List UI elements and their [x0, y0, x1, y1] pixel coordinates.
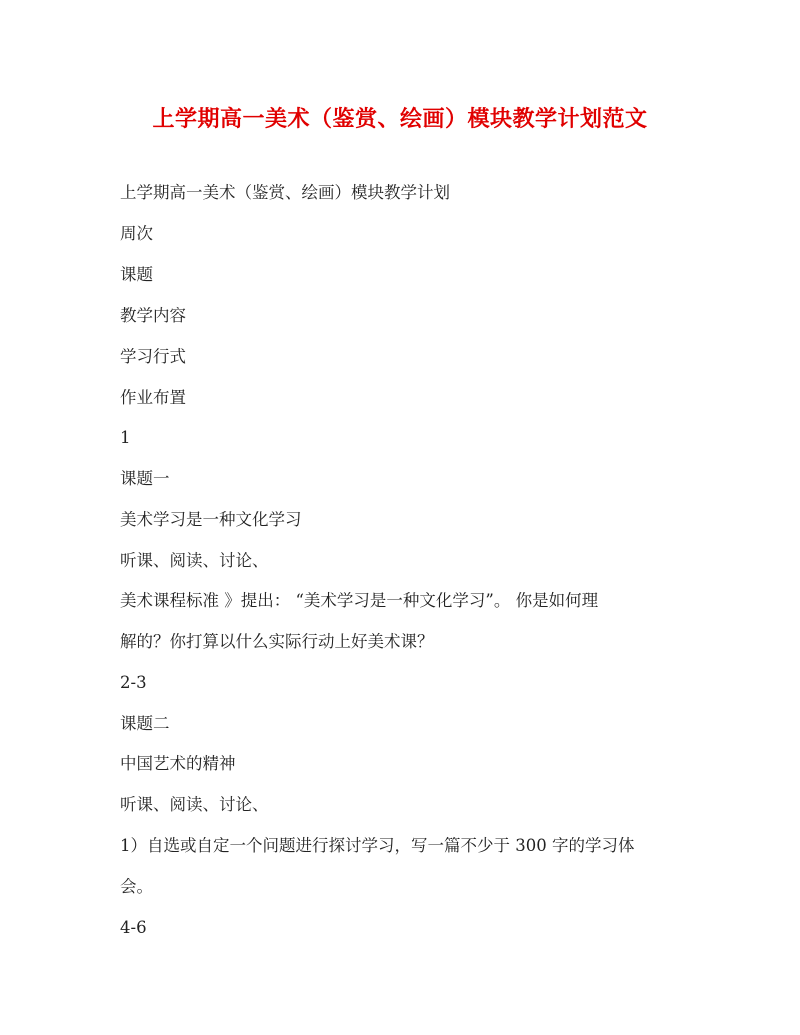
topic-label: 课题一 [120, 469, 170, 488]
column-content: 教学内容 [120, 306, 186, 325]
assignment-text-line: 会。 [120, 877, 153, 896]
document-title: 上学期高一美术（鉴赏、绘画）模块教学计划范文 [152, 106, 648, 132]
content-text: 美术学习是一种文化学习 [120, 510, 302, 529]
content-text: 中国艺术的精神 [120, 754, 236, 773]
learning-format-text: 听课、阅读、讨论、 [120, 551, 269, 570]
week-number: 2-3 [120, 673, 147, 692]
assignment-text-line: 解的？你打算以什么实际行动上好美术课？ [120, 632, 434, 651]
column-learning-format: 学习行式 [120, 347, 186, 366]
week-number: 4-6 [120, 918, 147, 937]
column-topic: 课题 [120, 265, 153, 284]
learning-format-text: 听课、阅读、讨论、 [120, 795, 269, 814]
column-assignment: 作业布置 [120, 388, 186, 407]
assignment-text-line: 美术课程标准 》提出： “美术学习是一种文化学习”。 你是如何理 [120, 591, 599, 610]
column-week: 周次 [120, 224, 153, 243]
topic-label: 课题二 [120, 714, 170, 733]
week-number: 1 [120, 428, 131, 447]
plan-heading: 上学期高一美术（鉴赏、绘画）模块教学计划 [120, 183, 450, 202]
assignment-text-line: 1）自选或自定一个问题进行探讨学习，写一篇不少于 300 字的学习体 [120, 836, 635, 855]
